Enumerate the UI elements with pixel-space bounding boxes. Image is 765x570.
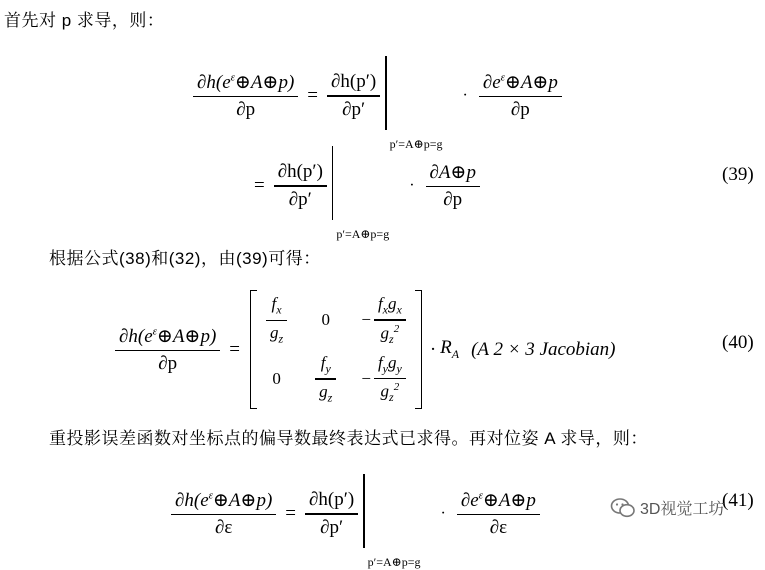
lhs-fraction: $\frac{\partial h(e^\varepsilon\oplus A\oplus p)}{\partial p}$ (193, 71, 298, 121)
equation-number-41: (41) (722, 490, 754, 511)
matrix-cell-22: $\frac{f_y}{g_z}$ (315, 353, 336, 405)
matrix-cell-23: − $\frac{f_yg_y}{g_z^2}$ (361, 353, 408, 406)
lhs-fraction: $\frac{\partial h(e^\varepsilon\oplus A\oplus p)}{\partial\varepsilon}$ (171, 489, 276, 539)
h-fraction: $\frac{\partial h(p')}{\partial p'}$ (274, 161, 327, 210)
rhs-fraction: $\frac{\partial A\oplus p}{\partial p}$ (426, 161, 480, 211)
matrix-cell-13: − $\frac{f_xg_x}{g_z^2}$ (361, 294, 408, 347)
lhs-fraction: $\frac{\partial h(e^\varepsilon\oplus A\oplus p)}{\partial p}$ (115, 325, 220, 375)
evaluation-bar: p′=A⊕p=g (332, 152, 389, 220)
rotation-term: $R_A$ (440, 337, 460, 362)
matrix-cell-12: 0 (321, 310, 330, 330)
equation-number-39: (39) (722, 164, 754, 185)
matrix-cell-21: 0 (272, 369, 281, 389)
evaluation-bar: p′=A⊕p=g (385, 62, 442, 130)
h-fraction: $\frac{\partial h(p')}{\partial p'}$ (327, 71, 380, 120)
wechat-icon (610, 497, 636, 519)
h-fraction: $\frac{\partial h(p')}{\partial p'}$ (305, 489, 358, 538)
jacobian-matrix (250, 290, 422, 409)
watermark-text: 3D视觉工坊 (640, 501, 725, 518)
evaluation-bar: p′=A⊕p=g (363, 480, 420, 548)
equation-41: $\frac{\partial h(e^\varepsilon\oplus A\oplus p)}{\partial\varepsilon}$ = $\frac{\partial h(p')}{\partial p'}$ p′=A⊕p=g · $\frac{\partial e^\varepsilon\oplus A\oplus p}{\partial\varepsilon}$ (168, 480, 543, 548)
final-text: 重投影误差函数对坐标点的偏导数最终表达式已求得。再对位姿 A 求导，则： (49, 429, 648, 448)
equals-sign: = (307, 85, 318, 106)
dot-operator: · (462, 87, 468, 104)
intro-text: 首先对 p 求导，则： (4, 11, 165, 30)
equation-number-40: (40) (722, 332, 754, 353)
matrix-cell-11: $\frac{f_x}{g_z}$ (266, 294, 287, 346)
rhs-fraction: $\frac{\partial e^\varepsilon\oplus A\oplus p}{\partial\varepsilon}$ (457, 489, 540, 539)
rhs-fraction: $\frac{\partial e^\varepsilon\oplus A\oplus p}{\partial p}$ (479, 71, 562, 121)
equation-39-line-2: = $\frac{\partial h(p')}{\partial p'}$ p′=A⊕p=g · $\frac{\partial A\oplus p}{\partial p}$ (248, 152, 483, 220)
equation-39-line-1 (190, 62, 565, 151)
jacobian-note: (A 2 × 3 Jacobian) (471, 338, 616, 360)
equation-40: $\frac{\partial h(e^\varepsilon\oplus A\oplus p)}{\partial p}$ = $\frac{f_x}{g_z}$ 0 − $\frac{f_xg_x}{g_z^2}$ 0 $\frac{f_y}{g_z}$ − $\frac{f_yg_y}{g_z^2}$ · $R_A$ (A 2 × 3 Jacobian) (112, 290, 616, 409)
reference-text: 根据公式(38)和(32)，由(39)可得： (49, 249, 321, 268)
watermark (610, 496, 724, 519)
